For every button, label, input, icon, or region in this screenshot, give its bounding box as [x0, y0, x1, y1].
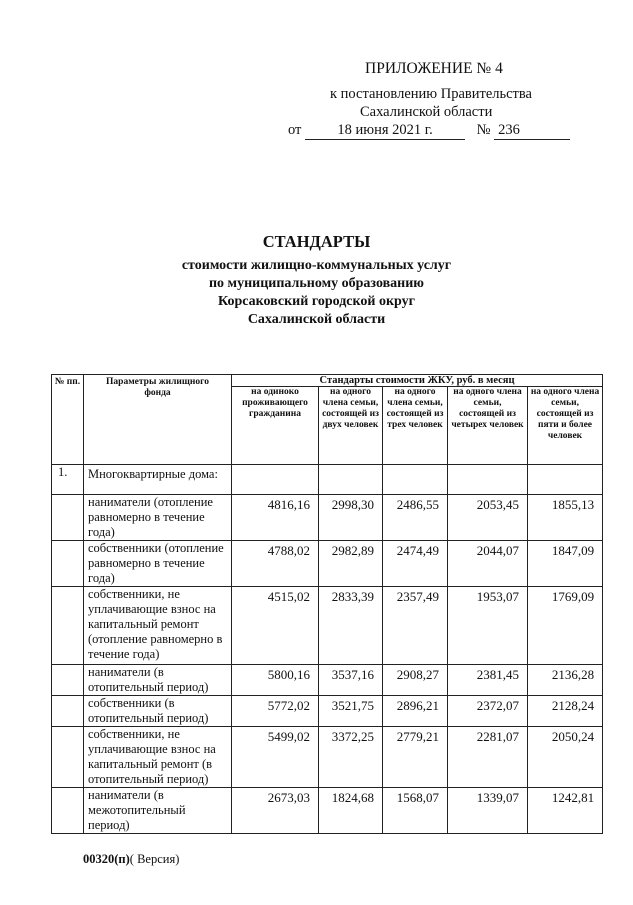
table-body [52, 495, 603, 834]
table-row [52, 788, 603, 834]
row-number-cell [52, 696, 84, 727]
row-value: 2044,07 [448, 541, 528, 587]
row-value: 1855,13 [528, 495, 603, 541]
table-row [52, 587, 603, 665]
empty-cell [319, 465, 383, 495]
row-value: 2128,24 [528, 696, 603, 727]
row-label: наниматели (в отопительный период) [84, 665, 232, 696]
header-family-of-two: на одного члена семьи, состоящей из двух человек [319, 387, 383, 465]
header-family-of-five-plus: на одного члена семьи, состоящей из пяти и более человек [528, 387, 603, 465]
row-label: наниматели (в межотопительный период) [84, 788, 232, 834]
row-value: 2281,07 [448, 727, 528, 788]
number-label: № [476, 122, 491, 138]
header-family-of-four: на одного члена семьи, состоящей из четырех человек [448, 387, 528, 465]
table-row [52, 541, 603, 587]
appendix-label: ПРИЛОЖЕНИЕ № 4 [365, 60, 503, 77]
row-label: собственники (отопление равномерно в течение года) [84, 541, 232, 587]
row-value: 2050,24 [528, 727, 603, 788]
row-value: 2053,45 [448, 495, 528, 541]
row-value: 1242,81 [528, 788, 603, 834]
row-value: 3537,16 [319, 665, 383, 696]
row-value: 2982,89 [319, 541, 383, 587]
header-single-resident: на одиноко проживающего гражданина [232, 387, 319, 465]
row-value: 2779,21 [383, 727, 448, 788]
header-standards-group: Стандарты стоимости ЖКУ, руб. в месяц [232, 375, 603, 387]
from-label: от [288, 122, 302, 138]
row-label: собственники, не уплачивающие взнос на капитальный ремонт (отопление равномерно в течение года) [84, 587, 232, 665]
header-family-of-three: на одного члена семьи, состоящей из трех человек [383, 387, 448, 465]
document-version: ( Версия) [129, 852, 180, 866]
row-number-cell [52, 788, 84, 834]
row-value: 4515,02 [232, 587, 319, 665]
row-value: 2833,39 [319, 587, 383, 665]
row-value: 2998,30 [319, 495, 383, 541]
row-number-cell [52, 727, 84, 788]
row-value: 2136,28 [528, 665, 603, 696]
document-code: 00320(п) [83, 852, 130, 866]
table-row [52, 665, 603, 696]
row-value: 1339,07 [448, 788, 528, 834]
empty-cell [528, 465, 603, 495]
row-value: 1824,68 [319, 788, 383, 834]
row-value: 5499,02 [232, 727, 319, 788]
row-label: собственники, не уплачивающие взнос на капитальный ремонт (в отопительный период) [84, 727, 232, 788]
subtitle-line-2: по муниципальному образованию [208, 276, 425, 291]
row-number-cell [52, 587, 84, 665]
header-number-column: № пп. [52, 375, 84, 465]
resolution-line-1: к постановлению Правительства [330, 86, 532, 102]
resolution-meta [288, 122, 570, 140]
row-value: 4816,16 [232, 495, 319, 541]
table-row [52, 495, 603, 541]
section-label: Многоквартирные дома: [84, 465, 232, 495]
row-value: 2896,21 [383, 696, 448, 727]
empty-cell [232, 465, 319, 495]
row-number-cell [52, 495, 84, 541]
subtitle-line-4: Сахалинской области [247, 312, 386, 327]
row-value: 3372,25 [319, 727, 383, 788]
row-number-cell [52, 665, 84, 696]
standards-table [51, 374, 603, 834]
row-value: 1953,07 [448, 587, 528, 665]
row-label: собственники (в отопительный период) [84, 696, 232, 727]
table-row [52, 727, 603, 788]
row-number-cell [52, 541, 84, 587]
row-value: 2673,03 [232, 788, 319, 834]
row-value: 5772,02 [232, 696, 319, 727]
row-value: 2474,49 [383, 541, 448, 587]
row-value: 2372,07 [448, 696, 528, 727]
row-label: наниматели (отопление равномерно в течение года) [84, 495, 232, 541]
row-value: 5800,16 [232, 665, 319, 696]
row-value: 2486,55 [383, 495, 448, 541]
row-value: 1847,09 [528, 541, 603, 587]
footer-code [83, 852, 179, 867]
row-value: 2357,49 [383, 587, 448, 665]
resolution-date: 18 июня 2021 г. [305, 122, 465, 140]
subtitle-line-3: Корсаковский городской округ [218, 294, 415, 309]
empty-cell [383, 465, 448, 495]
row-value: 1769,09 [528, 587, 603, 665]
subtitle-line-1: стоимости жилищно-коммунальных услуг [181, 258, 452, 273]
row-value: 3521,75 [319, 696, 383, 727]
empty-cell [448, 465, 528, 495]
section-number: 1. [52, 465, 84, 495]
resolution-line-2: Сахалинской области [360, 104, 493, 120]
table-row [52, 696, 603, 727]
row-value: 2908,27 [383, 665, 448, 696]
resolution-number: 236 [494, 122, 570, 140]
row-value: 4788,02 [232, 541, 319, 587]
header-parameters-column: Параметры жилищного фонда [84, 375, 232, 465]
document-title: СТАНДАРТЫ [262, 232, 371, 251]
row-value: 1568,07 [383, 788, 448, 834]
row-value: 2381,45 [448, 665, 528, 696]
